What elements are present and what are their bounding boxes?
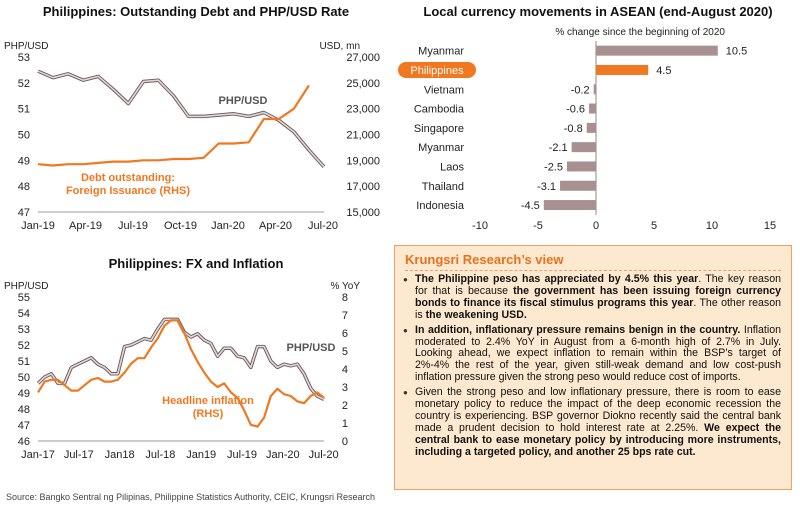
x-tick-label: Jul-20 (308, 449, 339, 461)
y-tick-label: 48 (17, 404, 30, 416)
y2-tick-label: 2 (341, 400, 348, 412)
bar-value-label: -0.6 (566, 103, 586, 116)
x-tick-label: 10 (705, 220, 719, 232)
x-tick-label: Jul-19 (118, 220, 148, 232)
bar (589, 104, 596, 114)
x-tick-label: Jan18 (104, 449, 135, 461)
chart1-debt-fx (0, 22, 392, 244)
y2-tick-label: 25,000 (346, 77, 380, 90)
bullet-peso: ● The Philippine peso has appreciated by 4.5% this year. The key reason for that is because the government has been issuing foreign currency bonds to finance its fiscal stimulus programs this year. The other reason is the weakening USD. (403, 274, 781, 322)
y-tick-label: 53 (17, 52, 30, 64)
chart3-title: Philippines: FX and Inflation (108, 256, 284, 271)
research-view-box (394, 245, 792, 490)
bar (560, 181, 596, 191)
y-tick-label: 48 (17, 181, 30, 194)
bar (596, 65, 648, 75)
y-tick-label: 52 (17, 340, 30, 352)
y-tick-label: 49 (17, 388, 30, 400)
y2-tick-label: 19,000 (346, 155, 380, 168)
category-label: Vietnam (423, 84, 464, 97)
fx-series-line-outline (38, 71, 324, 167)
y-tick-label: 51 (17, 103, 30, 116)
y2-tick-label: 23,000 (346, 103, 380, 116)
x-tick-label: -5 (533, 220, 543, 232)
x-tick-label: Apr-19 (68, 220, 103, 232)
x-tick-label: Jul-19 (227, 449, 257, 461)
fx-series-label: PHP/USD (286, 342, 336, 354)
y2-tick-label: 6 (341, 328, 348, 340)
debt-series-label-2: Foreign Issuance (RHS) (65, 185, 191, 197)
y2-tick-label: 17,000 (346, 181, 380, 194)
bullet-inflation: ● In addition, inflationary pressure remains benign in the country. Inflation moderated to 2.4% YoY in August from a 6-month high of 2.7% in July. Looking ahead, we expect inflation to remain within the BSP’s target of 2%-4% the rest of the year, given still-weak demand and low cost-push inflation pressure given the strong peso would reduce cost of imports. (403, 325, 781, 385)
chart3-fx-inflation (0, 270, 392, 492)
bar-value-label: -2.5 (544, 161, 563, 174)
bar-value-label: -0.8 (563, 122, 583, 135)
inflation-series-label-2: (RHS) (192, 408, 224, 420)
category-label: Thailand (421, 180, 464, 193)
x-tick-label: Jan-20 (265, 449, 300, 461)
y-tick-label: 47 (17, 420, 30, 432)
bullet-policy: ● Given the strong peso and low inflationary pressure, there is room to ease monetary policy to reduce the impact of the deep economic recession the country is experiencing. BSP governor Diokno recently said the central bank made a prudent decision to hold interest rate at 2.25%. We expect the central bank to ease monetary policy by introducing more instruments, including a targeted policy, and another 25 bps rate cut. (403, 387, 781, 458)
category-label: Indonesia (416, 200, 464, 213)
fx-series-line (38, 71, 324, 167)
bar-value-label: -4.5 (520, 200, 540, 213)
bar (572, 142, 596, 152)
y2-tick-label: 7 (341, 310, 348, 322)
category-label: Philippines (410, 64, 464, 77)
x-tick-label: 5 (650, 220, 658, 232)
bar (594, 84, 596, 94)
bar-value-label: -2.1 (548, 142, 568, 155)
debt-series-label: Debt outstanding: (80, 172, 176, 184)
x-tick-label: Jul-18 (145, 449, 176, 461)
y-tick-label: 55 (17, 292, 30, 304)
x-tick-label: Jan-20 (211, 220, 245, 232)
x-tick-label: Oct-19 (163, 220, 198, 232)
y2-tick-label: 5 (341, 346, 348, 358)
x-tick-label: Apr-20 (258, 220, 293, 232)
y2-tick-label: 3 (341, 382, 348, 394)
category-label: Singapore (413, 122, 464, 135)
y-tick-label: 53 (17, 324, 30, 336)
y2-tick-label: 1 (341, 418, 348, 430)
y-tick-label: 47 (17, 207, 30, 219)
bar (596, 46, 718, 56)
y-tick-label: 51 (17, 356, 30, 368)
x-tick-label: Jul-20 (308, 220, 338, 232)
y2-tick-label: 15,000 (346, 207, 380, 219)
x-tick-label: 15 (763, 220, 777, 232)
y-tick-label: 54 (17, 308, 30, 320)
category-label: Cambodia (413, 103, 464, 116)
y2-axis-label: USD, mn (319, 41, 360, 52)
y2-tick-label: 0 (341, 436, 348, 448)
y-tick-label: 50 (17, 129, 30, 142)
chart2-title: Local currency movements in ASEAN (end-August 2020) (423, 4, 773, 19)
chart-subtitle: % change since the beginning of 2020 (555, 27, 725, 38)
y-tick-label: 50 (17, 372, 30, 384)
y2-tick-label: 8 (341, 292, 348, 304)
y-tick-label: 46 (17, 436, 30, 448)
y2-tick-label: 4 (341, 364, 348, 376)
bar (567, 161, 596, 171)
bar-value-label: -3.1 (537, 180, 557, 193)
divider (405, 270, 781, 271)
y2-tick-label: 27,000 (346, 52, 380, 64)
research-view-title: Krungsri Research’s view (405, 252, 564, 267)
x-tick-label: Jul-17 (63, 449, 94, 461)
bar (587, 123, 596, 133)
series-line-right (38, 320, 324, 426)
bar-value-label: 4.5 (656, 64, 672, 77)
x-tick-label: Jan-17 (21, 449, 55, 461)
y-axis-label: PHP/USD (4, 41, 49, 52)
x-tick-label: 0 (592, 220, 600, 232)
category-label: Myanmar (418, 45, 464, 58)
view-bullets (403, 274, 781, 462)
fx-series-label: PHP/USD (218, 95, 268, 107)
chart1-title: Philippines: Outstanding Debt and PHP/USD Rate (42, 4, 350, 19)
y2-axis-label: % YoY (330, 281, 360, 292)
y2-tick-label: 21,000 (346, 129, 380, 142)
y-tick-label: 52 (17, 77, 30, 90)
category-label: Myanmar (418, 142, 464, 155)
inflation-series-label: Headline inflation (162, 395, 254, 407)
category-label: Laos (440, 161, 464, 174)
bar-value-label: -0.2 (570, 84, 590, 97)
source-note: Source: Bangko Sentral ng Pilipinas, Philippine Statistics Authority, CEIC, Krungsri Research (6, 492, 376, 502)
x-tick-label: Jan-19 (21, 220, 55, 232)
x-tick-label: -10 (472, 220, 488, 232)
x-tick-label: Jan19 (186, 449, 217, 461)
bar (544, 200, 596, 210)
y-axis-label: PHP/USD (4, 281, 49, 292)
y-tick-label: 49 (17, 155, 30, 168)
chart2-asean-currency (396, 22, 800, 244)
bar-value-label: 10.5 (725, 45, 748, 58)
